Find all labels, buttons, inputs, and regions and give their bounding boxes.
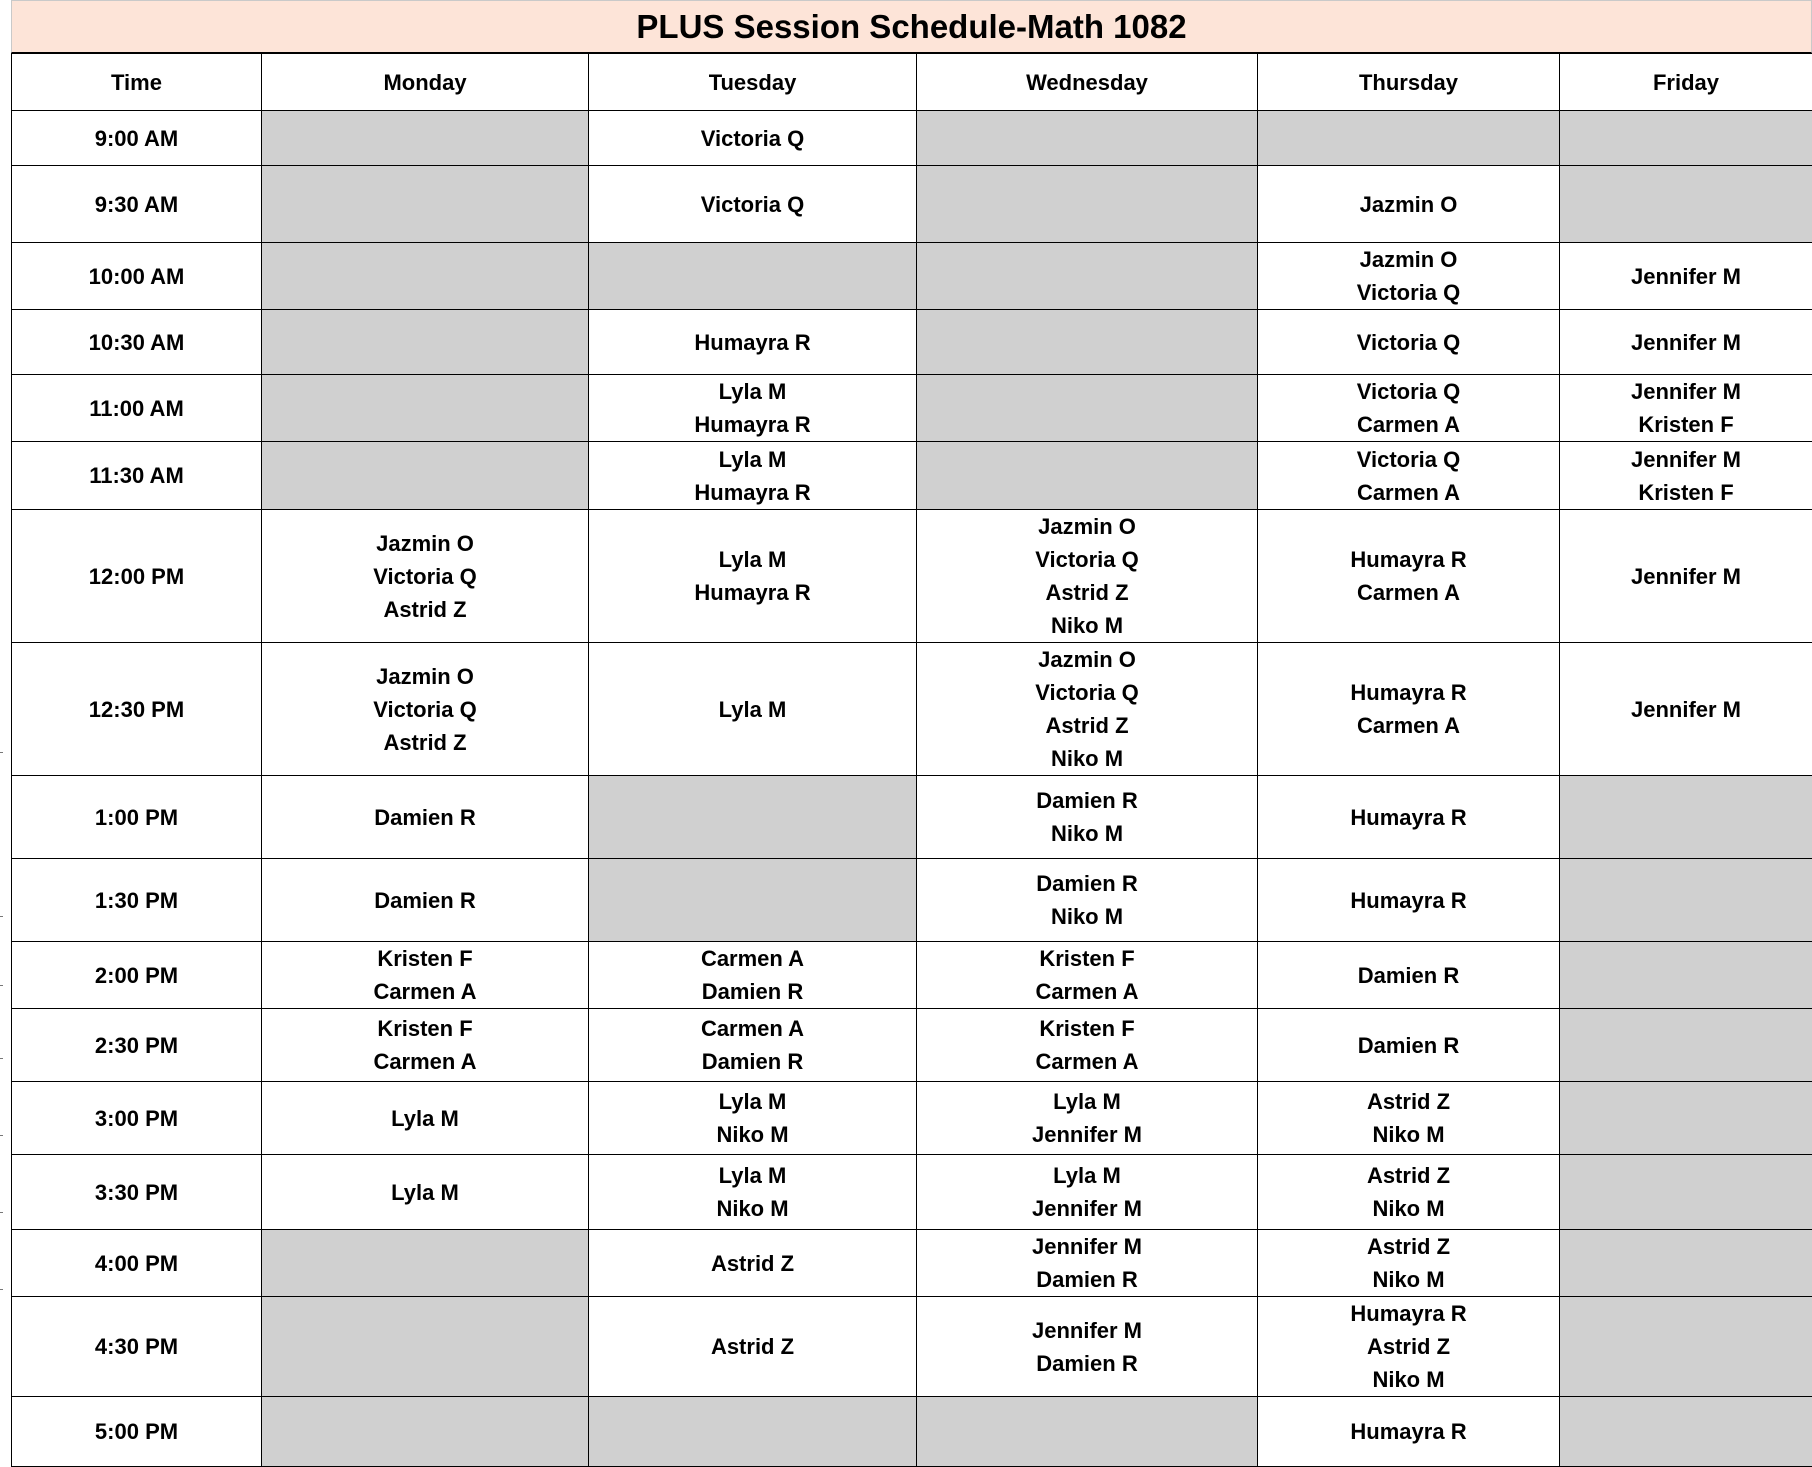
tuesday-cell[interactable] [589,942,917,1009]
tutor-name: Victoria Q [1258,443,1559,476]
tutor-name: Astrid Z [1258,1085,1559,1118]
friday-cell[interactable] [1560,166,1812,243]
time-cell[interactable]: 1:00 PM [12,776,262,859]
schedule-row [12,442,1812,510]
monday-cell[interactable] [262,442,589,510]
tutor-name: Damien R [917,867,1257,900]
tutor-name: Niko M [589,1118,916,1151]
thursday-cell[interactable] [1258,942,1560,1009]
wednesday-cell[interactable] [917,1009,1258,1082]
tutor-name: Humayra R [589,476,916,509]
friday-cell[interactable] [1560,776,1812,859]
tutor-name: Lyla M [589,543,916,576]
tutor-name: Kristen F [917,1012,1257,1045]
tutor-name: Victoria Q [589,188,916,221]
tutor-name: Carmen A [262,1045,588,1078]
tutor-name: Jennifer M [1560,560,1812,593]
thursday-cell[interactable] [1258,776,1560,859]
header-wednesday[interactable]: Wednesday [917,54,1258,111]
friday-cell[interactable] [1560,310,1812,375]
tuesday-cell[interactable] [589,243,917,310]
friday-cell[interactable] [1560,442,1812,510]
thursday-cell[interactable] [1258,310,1560,375]
tutor-name: Kristen F [262,1012,588,1045]
friday-cell[interactable] [1560,375,1812,442]
friday-cell[interactable] [1560,111,1812,166]
monday-cell[interactable] [262,942,589,1009]
schedule-row [12,1397,1812,1467]
time-cell[interactable]: 3:30 PM [12,1155,262,1230]
schedule-row [12,643,1812,776]
tutor-name: Niko M [1258,1263,1559,1296]
tutor-name: Humayra R [1258,801,1559,834]
tutor-name: Jazmin O [917,510,1257,543]
tutor-name: Jennifer M [1560,260,1812,293]
tutor-name: Victoria Q [917,676,1257,709]
tutor-name: Jennifer M [1560,326,1812,359]
schedule-row [12,1230,1812,1297]
tutor-name: Victoria Q [1258,276,1559,309]
tutor-name: Jazmin O [917,643,1257,676]
tutor-name: Astrid Z [262,593,588,626]
friday-cell[interactable] [1560,1397,1812,1467]
time-cell[interactable]: 2:30 PM [12,1009,262,1082]
tutor-name: Damien R [589,975,916,1008]
monday-cell[interactable] [262,1297,589,1397]
schedule-row [12,1155,1812,1230]
time-cell[interactable]: 2:00 PM [12,942,262,1009]
wednesday-cell[interactable] [917,111,1258,166]
wednesday-cell[interactable] [917,510,1258,643]
tutor-name: Astrid Z [1258,1159,1559,1192]
schedule-row [12,1297,1812,1397]
monday-cell[interactable] [262,166,589,243]
schedule-row [12,243,1812,310]
tutor-name: Jazmin O [262,527,588,560]
tutor-name: Victoria Q [1258,375,1559,408]
tutor-name: Astrid Z [1258,1230,1559,1263]
monday-cell[interactable] [262,1230,589,1297]
friday-cell[interactable] [1560,1297,1812,1397]
thursday-cell[interactable] [1258,510,1560,643]
tutor-name: Niko M [917,817,1257,850]
thursday-cell[interactable] [1258,375,1560,442]
tutor-name: Humayra R [1258,1297,1559,1330]
tutor-name: Niko M [917,609,1257,642]
monday-cell[interactable] [262,1009,589,1082]
tutor-name: Lyla M [589,375,916,408]
friday-cell[interactable] [1560,942,1812,1009]
tutor-name: Niko M [917,900,1257,933]
schedule-body [12,111,1812,1467]
thursday-cell[interactable] [1258,1082,1560,1155]
tutor-name: Jennifer M [917,1314,1257,1347]
schedule-sheet [11,0,1812,1467]
time-cell[interactable]: 4:30 PM [12,1297,262,1397]
tutor-name: Humayra R [1258,543,1559,576]
tutor-name: Jennifer M [917,1230,1257,1263]
wednesday-cell[interactable] [917,166,1258,243]
friday-cell[interactable] [1560,1009,1812,1082]
time-cell[interactable]: 5:00 PM [12,1397,262,1467]
schedule-row [12,375,1812,442]
tutor-name: Niko M [1258,1363,1559,1396]
wednesday-cell[interactable] [917,442,1258,510]
tutor-name: Victoria Q [917,543,1257,576]
tutor-name: Victoria Q [589,122,916,155]
tutor-name: Astrid Z [917,576,1257,609]
tutor-name: Lyla M [589,443,916,476]
tuesday-cell[interactable] [589,1297,917,1397]
monday-cell[interactable] [262,375,589,442]
schedule-title[interactable]: PLUS Session Schedule-Math 1082 [11,0,1812,53]
time-cell[interactable]: 10:00 AM [12,243,262,310]
time-cell[interactable]: 1:30 PM [12,859,262,942]
tutor-name: Lyla M [262,1102,588,1135]
tutor-name: Jennifer M [917,1118,1257,1151]
tutor-name: Jazmin O [1258,188,1559,221]
tutor-name: Astrid Z [589,1247,916,1280]
schedule-row [12,510,1812,643]
tutor-name: Lyla M [589,693,916,726]
wednesday-cell[interactable] [917,1155,1258,1230]
tutor-name: Carmen A [917,975,1257,1008]
tutor-name: Carmen A [589,942,916,975]
thursday-cell[interactable] [1258,442,1560,510]
friday-cell[interactable] [1560,510,1812,643]
tutor-name: Lyla M [589,1159,916,1192]
schedule-row [12,859,1812,942]
header-friday[interactable]: Friday [1560,54,1812,111]
tutor-name: Carmen A [1258,709,1559,742]
monday-cell[interactable] [262,1155,589,1230]
tutor-name: Kristen F [917,942,1257,975]
monday-cell[interactable] [262,643,589,776]
wednesday-cell[interactable] [917,859,1258,942]
tutor-name: Kristen F [1560,476,1812,509]
wednesday-cell[interactable] [917,1230,1258,1297]
monday-cell[interactable] [262,859,589,942]
tutor-name: Lyla M [917,1085,1257,1118]
tutor-name: Niko M [589,1192,916,1225]
thursday-cell[interactable] [1258,243,1560,310]
monday-cell[interactable] [262,243,589,310]
time-cell[interactable]: 3:00 PM [12,1082,262,1155]
tutor-name: Damien R [262,801,588,834]
tutor-name: Jennifer M [1560,443,1812,476]
header-row [12,54,1812,111]
tutor-name: Victoria Q [262,693,588,726]
tutor-name: Niko M [1258,1118,1559,1151]
tutor-name: Humayra R [589,576,916,609]
friday-cell[interactable] [1560,1230,1812,1297]
tutor-name: Kristen F [262,942,588,975]
tutor-name: Lyla M [917,1159,1257,1192]
tuesday-cell[interactable] [589,776,917,859]
monday-cell[interactable] [262,1397,589,1467]
header-time[interactable]: Time [12,54,262,111]
tutor-name: Carmen A [917,1045,1257,1078]
time-cell[interactable]: 12:00 PM [12,510,262,643]
thursday-cell[interactable] [1258,166,1560,243]
wednesday-cell[interactable] [917,1082,1258,1155]
tuesday-cell[interactable] [589,510,917,643]
tutor-name: Carmen A [1258,476,1559,509]
tuesday-cell[interactable] [589,1155,917,1230]
tutor-name: Lyla M [589,1085,916,1118]
thursday-cell[interactable] [1258,1230,1560,1297]
header-monday[interactable]: Monday [262,54,589,111]
tutor-name: Jazmin O [262,660,588,693]
tutor-name: Humayra R [589,326,916,359]
tutor-name: Damien R [589,1045,916,1078]
tutor-name: Niko M [917,742,1257,775]
tutor-name: Damien R [262,884,588,917]
tutor-name: Damien R [1258,959,1559,992]
thursday-cell[interactable] [1258,859,1560,942]
schedule-row [12,1009,1812,1082]
tutor-name: Damien R [917,1347,1257,1380]
monday-cell[interactable] [262,510,589,643]
schedule-row [12,942,1812,1009]
thursday-cell[interactable] [1258,643,1560,776]
tutor-name: Astrid Z [589,1330,916,1363]
time-cell[interactable]: 9:30 AM [12,166,262,243]
tutor-name: Victoria Q [1258,326,1559,359]
friday-cell[interactable] [1560,643,1812,776]
tuesday-cell[interactable] [589,643,917,776]
tutor-name: Lyla M [262,1176,588,1209]
schedule-row [12,776,1812,859]
tutor-name: Niko M [1258,1192,1559,1225]
thursday-cell[interactable] [1258,1155,1560,1230]
tutor-name: Astrid Z [917,709,1257,742]
time-cell[interactable]: 12:30 PM [12,643,262,776]
wednesday-cell[interactable] [917,1297,1258,1397]
wednesday-cell[interactable] [917,243,1258,310]
thursday-cell[interactable] [1258,1009,1560,1082]
tutor-name: Humayra R [1258,676,1559,709]
schedule-table [11,53,1812,1467]
thursday-cell[interactable] [1258,1397,1560,1467]
friday-cell[interactable] [1560,859,1812,942]
time-cell[interactable]: 11:30 AM [12,442,262,510]
tutor-name: Jennifer M [917,1192,1257,1225]
monday-cell[interactable] [262,776,589,859]
wednesday-cell[interactable] [917,776,1258,859]
thursday-cell[interactable] [1258,111,1560,166]
time-cell[interactable]: 11:00 AM [12,375,262,442]
wednesday-cell[interactable] [917,1397,1258,1467]
tuesday-cell[interactable] [589,859,917,942]
tutor-name: Damien R [917,784,1257,817]
tutor-name: Humayra R [589,408,916,441]
tuesday-cell[interactable] [589,111,917,166]
monday-cell[interactable] [262,1082,589,1155]
tuesday-cell[interactable] [589,310,917,375]
time-cell[interactable]: 4:00 PM [12,1230,262,1297]
header-thursday[interactable]: Thursday [1258,54,1560,111]
tutor-name: Damien R [917,1263,1257,1296]
tutor-name: Damien R [1258,1029,1559,1062]
monday-cell[interactable] [262,310,589,375]
time-cell[interactable]: 10:30 AM [12,310,262,375]
tutor-name: Victoria Q [262,560,588,593]
friday-cell[interactable] [1560,1155,1812,1230]
tutor-name: Kristen F [1560,408,1812,441]
schedule-row [12,166,1812,243]
tuesday-cell[interactable] [589,1397,917,1467]
tutor-name: Astrid Z [1258,1330,1559,1363]
tutor-name: Carmen A [262,975,588,1008]
tutor-name: Carmen A [1258,408,1559,441]
tutor-name: Carmen A [1258,576,1559,609]
friday-cell[interactable] [1560,243,1812,310]
thursday-cell[interactable] [1258,1297,1560,1397]
tuesday-cell[interactable] [589,442,917,510]
tuesday-cell[interactable] [589,375,917,442]
tuesday-cell[interactable] [589,1230,917,1297]
friday-cell[interactable] [1560,1082,1812,1155]
schedule-row [12,1082,1812,1155]
time-cell[interactable]: 9:00 AM [12,111,262,166]
tutor-name: Jennifer M [1560,693,1812,726]
monday-cell[interactable] [262,111,589,166]
header-tuesday[interactable]: Tuesday [589,54,917,111]
wednesday-cell[interactable] [917,310,1258,375]
tutor-name: Astrid Z [262,726,588,759]
tutor-name: Humayra R [1258,1415,1559,1448]
schedule-row [12,310,1812,375]
tuesday-cell[interactable] [589,1009,917,1082]
wednesday-cell[interactable] [917,643,1258,776]
schedule-row [12,111,1812,166]
tuesday-cell[interactable] [589,1082,917,1155]
wednesday-cell[interactable] [917,942,1258,1009]
tutor-name: Humayra R [1258,884,1559,917]
tutor-name: Jazmin O [1258,243,1559,276]
tutor-name: Carmen A [589,1012,916,1045]
wednesday-cell[interactable] [917,375,1258,442]
tuesday-cell[interactable] [589,166,917,243]
tutor-name: Jennifer M [1560,375,1812,408]
